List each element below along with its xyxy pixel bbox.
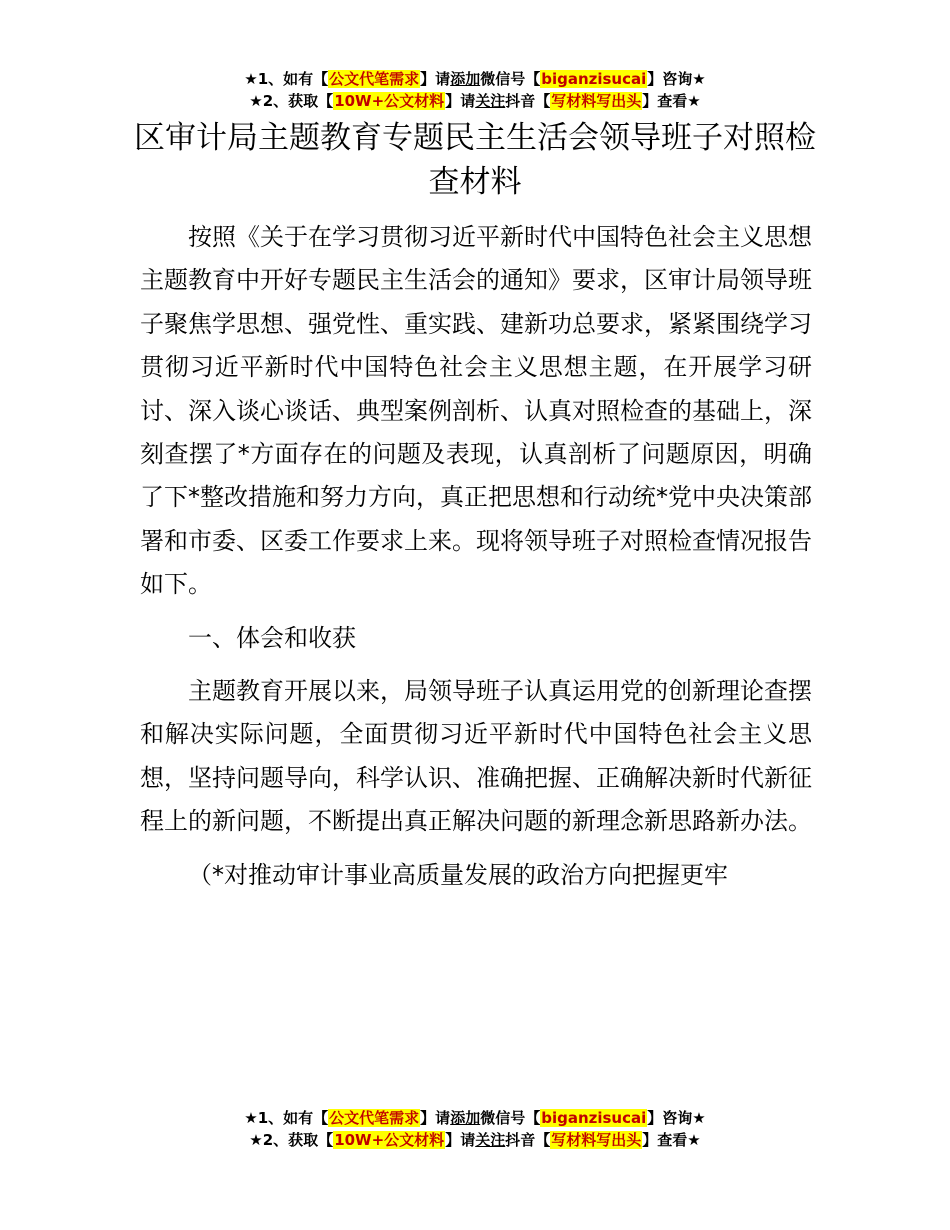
promo-header <box>0 68 950 112</box>
promo-line-2: ★2、获取【10W+公文材料】请关注抖音【写材料写出头】查看★ <box>249 1131 701 1149</box>
subsection-heading: （*对推动审计事业高质量发展的政治方向把握更牢 <box>188 860 728 889</box>
promo-line-1: ★1、如有【公文代笔需求】请添加微信号【biganzisucai】咨询★ <box>244 70 706 88</box>
promo-highlight: biganzisucai <box>541 70 647 88</box>
promo-footer <box>0 1107 950 1151</box>
promo-highlight: 写材料写出头 <box>551 92 642 110</box>
promo-highlight: 10W+公文材料 <box>334 1131 445 1149</box>
promo-highlight: 10W+公文材料 <box>334 92 445 110</box>
document-body <box>140 216 812 897</box>
promo-line-1: ★1、如有【公文代笔需求】请添加微信号【biganzisucai】咨询★ <box>244 1109 706 1127</box>
section-paragraph: 主题教育开展以来，局领导班子认真运用党的创新理论查摆和解决实际问题，全面贯彻习近平新时代中国特色社会主义思想，坚持问题导向，科学认识、准确把握、正确解决新时代新征程上的新问题，不断提出真正解决问题的新理念新思路新办法。 <box>140 677 812 836</box>
intro-paragraph: 按照《关于在学习贯彻习近平新时代中国特色社会主义思想主题教育中开好专题民主生活会的通知》要求，区审计局领导班子聚焦学思想、强党性、重实践、建新功总要求，紧紧围绕学习贯彻习近平新时代中国特色社会主义思想主题，在开展学习研讨、深入谈心谈话、典型案例剖析、认真对照检查的基础上，深刻查摆了*方面存在的问题及表现，认真剖析了问题原因，明确了下*整改措施和努力方向，真正把思想和行动统*党中央决策部署和市委、区委工作要求上来。现将领导班子对照检查情况报告如下。 <box>140 223 812 599</box>
promo-highlight: 写材料写出头 <box>551 1131 642 1149</box>
promo-highlight: 公文代笔需求 <box>329 1109 420 1127</box>
promo-line-2: ★2、获取【10W+公文材料】请关注抖音【写材料写出头】查看★ <box>249 92 701 110</box>
promo-highlight: 公文代笔需求 <box>329 70 420 88</box>
promo-highlight: biganzisucai <box>541 1109 647 1127</box>
document-title: 区审计局主题教育专题民主生活会领导班子对照检查材料 <box>134 120 816 200</box>
section-heading: 一、体会和收获 <box>188 623 356 652</box>
